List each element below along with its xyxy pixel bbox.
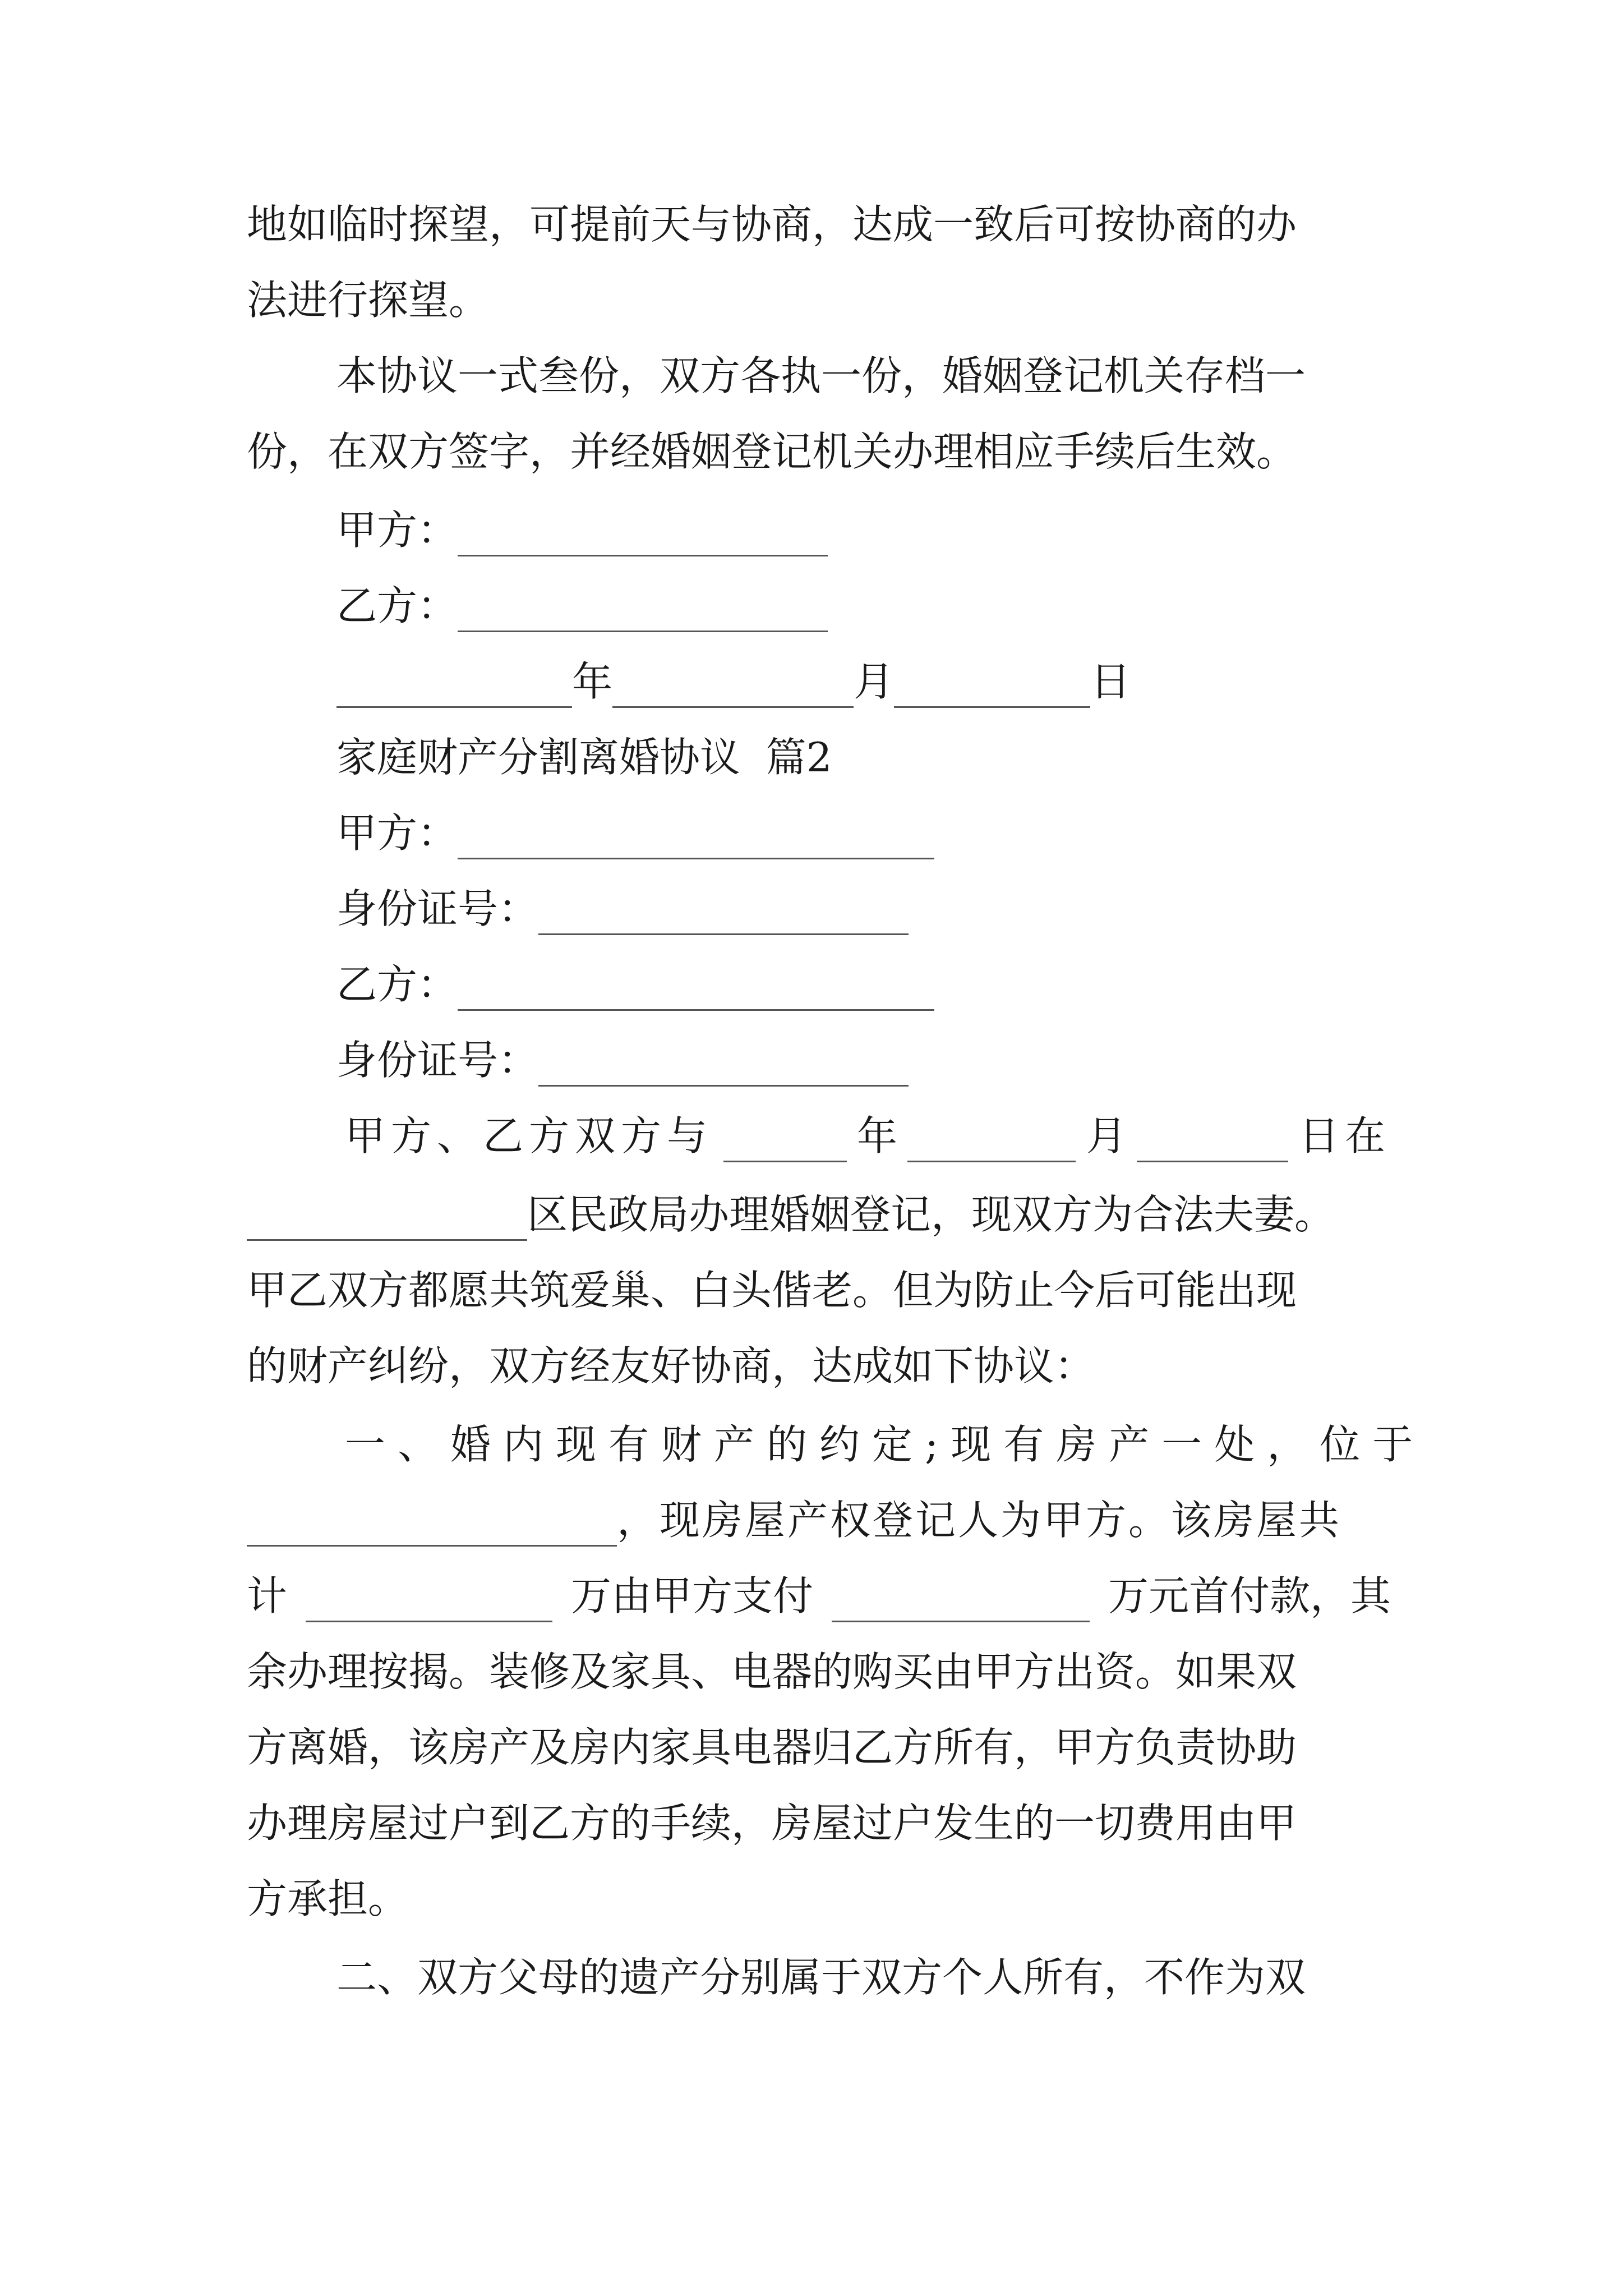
clause-1-line-3-b: 万由甲方支付 [570,1572,813,1619]
section-2-id-a-blank [538,883,909,935]
total-price-blank [306,1570,552,1622]
signing-date [336,648,1131,715]
section-2-id-b-label: 身份证号： [336,1037,539,1084]
marriage-line-2 [247,1181,1335,1248]
day-blank [894,656,1090,708]
day-label: 日 [1090,658,1131,705]
clause-1-line-3-c: 万元首付款，其 [1108,1572,1391,1619]
marriage-line-3: 甲乙双方都愿共筑爱巢、白头偕老。但为防止今后可能出现 [247,1267,1297,1314]
section-2-id-a-label: 身份证号： [336,885,539,932]
marriage-day-blank [1137,1110,1288,1162]
marriage-line-1 [345,1102,1391,1170]
down-payment-blank [832,1570,1090,1622]
clause-1-line-1: 一、婚内现有财产的约定;现有房产一处，位于 [345,1421,1426,1468]
paragraph-2-line-1: 本协议一式叁份，双方各执一份，婚姻登记机关存档一 [336,352,1306,399]
marriage-line-4: 的财产纠纷，双方经友好协商，达成如下协议： [247,1342,1095,1389]
party-b-signature [336,572,828,639]
section-2-id-b [336,1027,909,1094]
section-2-party-a [336,799,934,867]
marriage-year-blank [723,1110,847,1162]
month-label: 月 [854,658,895,705]
marriage-month-blank [907,1110,1076,1162]
section-2-party-b [336,951,934,1018]
paragraph-1-line-1: 地如临时探望，可提前天与协商，达成一致后可按协商的办 [247,201,1297,248]
paragraph-2-line-2: 份，在双方签字，并经婚姻登记机关办理相应手续后生效。 [247,428,1297,475]
section-2-party-a-blank [458,807,934,859]
marriage-prefix: 甲方、乙方双方与 [345,1112,713,1159]
party-a-blank [458,504,828,556]
party-b-blank [458,580,828,632]
party-a-label: 甲方： [336,507,458,554]
marriage-year-label: 年 [856,1112,897,1159]
paragraph-1-line-2: 法进行探望。 [247,277,490,324]
year-blank [336,656,572,708]
clause-1-line-6: 办理房屋过户到乙方的手续，房屋过户发生的一切费用由甲 [247,1800,1297,1847]
section-2-id-a [336,875,909,942]
section-2-heading: 家庭财产分割离婚协议 篇2 [336,734,832,781]
clause-1-line-5: 方离婚，该房产及房内家具电器归乙方所有，甲方负责协助 [247,1724,1297,1771]
section-2-id-b-blank [538,1034,909,1087]
section-2-party-b-label: 乙方： [336,961,458,1008]
clause-1-line-7: 方承担。 [247,1875,409,1922]
clause-1-line-2 [247,1487,1341,1554]
clause-1-line-2-text: ，现房屋产权登记人为甲方。该房屋共 [617,1497,1342,1544]
property-location-blank [247,1494,617,1547]
marriage-day-label: 日在 [1298,1112,1391,1159]
party-b-label: 乙方： [336,582,458,629]
clause-1-line-3-a: 计 [247,1572,288,1619]
marriage-month-label: 月 [1086,1112,1127,1159]
year-label: 年 [572,658,613,705]
clause-1-line-4: 余办理按揭。装修及家具、电器的购买由甲方出资。如果双 [247,1648,1297,1695]
section-2-party-b-blank [458,959,934,1011]
marriage-line-2-text: 区民政局办理婚姻登记，现双方为合法夫妻。 [527,1191,1335,1238]
party-a-signature [336,496,828,564]
district-blank [247,1189,527,1241]
month-blank [612,656,854,708]
section-2-party-a-label: 甲方： [336,809,458,857]
clause-2-line-1: 二、双方父母的遗产分别属于双方个人所有，不作为双 [336,1954,1306,2001]
clause-1-line-3 [247,1562,1391,1630]
